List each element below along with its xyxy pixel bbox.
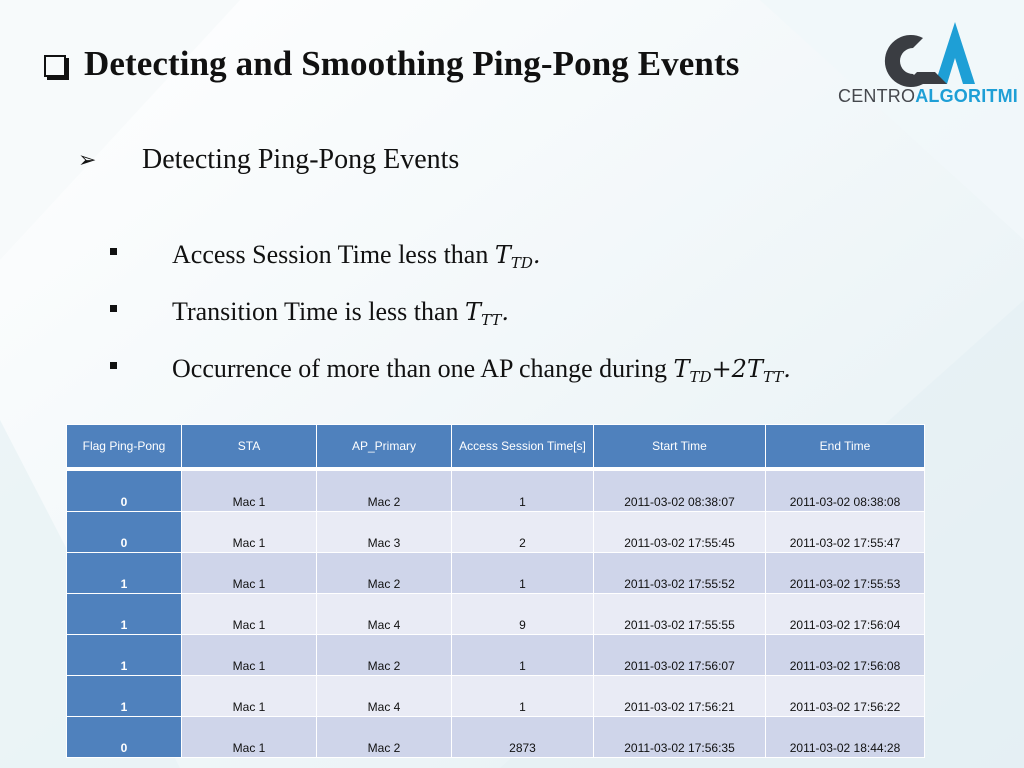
cell-start-time: 2011-03-02 17:56:35 <box>594 717 766 758</box>
cell-end-time: 2011-03-02 17:55:47 <box>766 512 925 553</box>
math-expression <box>494 241 541 272</box>
math-subscript: TD <box>510 254 533 272</box>
cell-start-time: 2011-03-02 17:55:45 <box>594 512 766 553</box>
table-row <box>67 635 925 676</box>
table-row <box>67 594 925 635</box>
square-bullet-icon <box>110 305 117 312</box>
cell-start-time: 2011-03-02 08:38:07 <box>594 471 766 512</box>
cell-flag: 0 <box>67 471 182 512</box>
table-row <box>67 676 925 717</box>
bullet-label: Transition Time is less than <box>172 297 466 326</box>
cell-end-time: 2011-03-02 17:56:04 <box>766 594 925 635</box>
bullet-list <box>110 240 791 411</box>
math-expression <box>465 298 509 329</box>
cell-ap-primary: Mac 4 <box>317 676 452 717</box>
math-operator: +2 <box>711 355 747 383</box>
col-header-end-time: End Time <box>766 425 925 468</box>
cell-start-time: 2011-03-02 17:55:52 <box>594 553 766 594</box>
cell-end-time: 2011-03-02 17:56:22 <box>766 676 925 717</box>
cell-start-time: 2011-03-02 17:55:55 <box>594 594 766 635</box>
col-header-sta: STA <box>182 425 317 468</box>
square-bullet-icon <box>110 362 117 369</box>
cell-access-session-time: 2 <box>452 512 594 553</box>
bullet-item <box>110 240 791 297</box>
checkbox-bullet-icon <box>44 55 66 77</box>
cell-sta: Mac 1 <box>182 717 317 758</box>
bullet-text <box>172 354 791 386</box>
cell-start-time: 2011-03-02 17:56:21 <box>594 676 766 717</box>
math-suffix: . <box>532 241 541 269</box>
cell-ap-primary: Mac 4 <box>317 594 452 635</box>
math-suffix: . <box>501 298 509 326</box>
table-row <box>67 471 925 512</box>
bullet-text <box>172 240 541 272</box>
cell-flag: 1 <box>67 635 182 676</box>
col-header-ap-primary: AP_Primary <box>317 425 452 468</box>
cell-access-session-time: 1 <box>452 635 594 676</box>
arrow-bullet-icon: ➢ <box>78 147 97 173</box>
cell-sta: Mac 1 <box>182 512 317 553</box>
cell-ap-primary: Mac 3 <box>317 512 452 553</box>
ping-pong-table <box>66 424 925 758</box>
math-subscript: TT <box>481 311 502 329</box>
cell-sta: Mac 1 <box>182 471 317 512</box>
cell-end-time: 2011-03-02 17:55:53 <box>766 553 925 594</box>
math-base: T <box>494 241 511 269</box>
table-row <box>67 553 925 594</box>
math-base: T <box>465 298 482 326</box>
cell-flag: 1 <box>67 676 182 717</box>
logo-text-algoritmi: ALGORITMI <box>915 86 1018 106</box>
slide-title: Detecting and Smoothing Ping-Pong Events <box>84 44 740 83</box>
cell-sta: Mac 1 <box>182 635 317 676</box>
square-bullet-icon <box>110 248 117 255</box>
col-header-flag-ping-pong: Flag Ping-Pong <box>67 425 182 468</box>
math-base: T <box>673 355 690 383</box>
cell-access-session-time: 9 <box>452 594 594 635</box>
title-row <box>44 44 739 84</box>
logo-wordmark <box>838 86 1018 107</box>
cell-flag: 0 <box>67 512 182 553</box>
cell-ap-primary: Mac 2 <box>317 553 452 594</box>
cell-flag: 1 <box>67 594 182 635</box>
bullet-item <box>110 354 791 411</box>
cell-sta: Mac 1 <box>182 594 317 635</box>
cell-flag: 0 <box>67 717 182 758</box>
logo-text-centro: CENTRO <box>838 86 916 106</box>
subtitle: Detecting Ping-Pong Events <box>142 144 460 175</box>
col-header-access-session-time: Access Session Time[s] <box>452 425 594 468</box>
cell-ap-primary: Mac 2 <box>317 717 452 758</box>
cell-sta: Mac 1 <box>182 676 317 717</box>
bullet-text <box>172 297 509 329</box>
cell-end-time: 2011-03-02 18:44:28 <box>766 717 925 758</box>
bullet-item <box>110 297 791 354</box>
cell-flag: 1 <box>67 553 182 594</box>
math-expression <box>673 355 791 386</box>
cell-ap-primary: Mac 2 <box>317 635 452 676</box>
math-base: T <box>746 355 763 383</box>
cell-sta: Mac 1 <box>182 553 317 594</box>
table-row <box>67 717 925 758</box>
cell-access-session-time: 1 <box>452 553 594 594</box>
cell-access-session-time: 1 <box>452 471 594 512</box>
math-suffix: . <box>783 355 791 383</box>
math-subscript: TD <box>689 368 712 386</box>
math-subscript: TT <box>762 368 784 386</box>
bullet-label: Access Session Time less than <box>172 240 495 269</box>
cell-access-session-time: 1 <box>452 676 594 717</box>
subtitle-row <box>78 144 459 176</box>
cell-end-time: 2011-03-02 08:38:08 <box>766 471 925 512</box>
bullet-label: Occurrence of more than one AP change during <box>172 354 674 383</box>
cell-ap-primary: Mac 2 <box>317 471 452 512</box>
cell-access-session-time: 2873 <box>452 717 594 758</box>
cell-start-time: 2011-03-02 17:56:07 <box>594 635 766 676</box>
table-header-row <box>67 425 925 468</box>
table-row <box>67 512 925 553</box>
cell-end-time: 2011-03-02 17:56:08 <box>766 635 925 676</box>
col-header-start-time: Start Time <box>594 425 766 468</box>
